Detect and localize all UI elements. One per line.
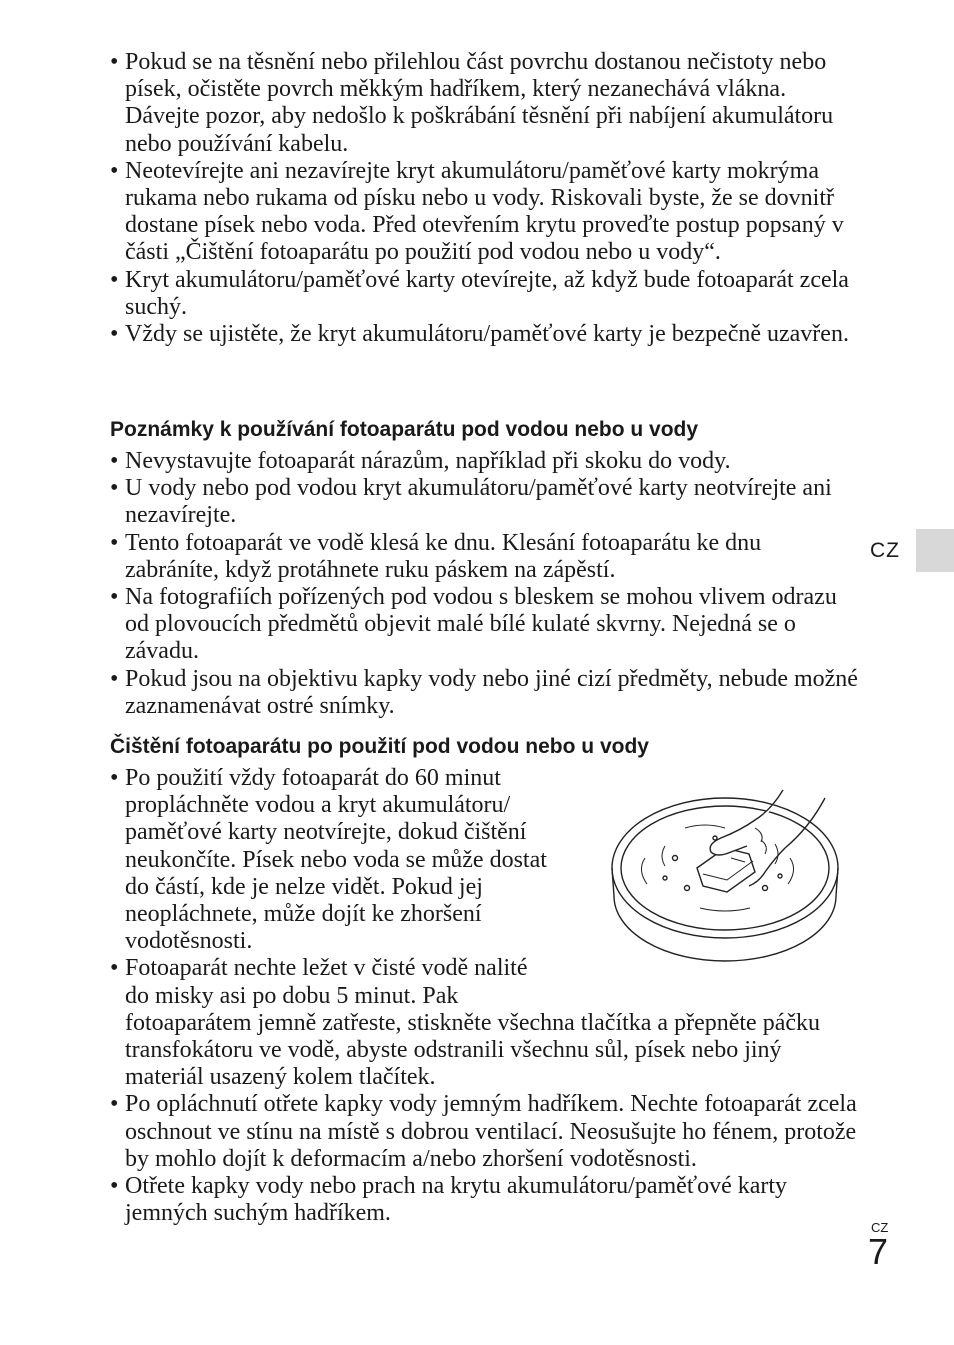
list-item: • Po použití vždy fotoaparát do 60 minut propláchněte vodou a kryt akumulátoru/ paměťové karty neotvírejte, dokud čištění neukončíte. Písek nebo voda se může dostat do částí, kde je nelze vidět. Pokud jej neopláchnete, může dojít ke zhoršení vodotěsnosti. (110, 765, 555, 955)
list-item: • Nevystavujte fotoaparát nárazům, například při skoku do vody. (110, 448, 860, 475)
list-item: • Po opláchnutí otřete kapky vody jemným hadříkem. Nechte fotoaparát zcela oschnout ve stínu na místě s dobrou ventilací. Neosušujte ho fénem, protože by mohlo dojít k deformacím a/nebo zhoršení vodotěsnosti. (110, 1091, 860, 1173)
section-heading-underwater-notes: Poznámky k používání fotoaparátu pod vodou nebo u vody (110, 418, 699, 441)
side-language-label: CZ (870, 539, 900, 562)
side-tab-marker (916, 529, 954, 572)
list-item: • Neotevírejte ani nezavírejte kryt akumulátoru/paměťové karty mokrýma rukama nebo rukama od písku nebo u vody. Riskovali byste, že se dovnitř dostane písek nebo voda. Před otevřením krytu proveďte postup popsaný v části „Čištění fotoaparátu po použití pod vodou nebo u vody“. (110, 158, 860, 267)
list-item: • U vody nebo pod vodou kryt akumulátoru/paměťové karty neotvírejte ani nezavírejte. (110, 475, 860, 529)
intro-bullets (110, 49, 860, 348)
page-number: 7 (868, 1231, 889, 1272)
list-item: • Na fotografiích pořízených pod vodou s bleskem se mohou vlivem odrazu od plovoucích předmětů objevit malé bílé kulaté skvrny. Nejedná se o závadu. (110, 584, 860, 666)
list-item-text-part: fotoaparátem jemně zatřeste, stiskněte všechna tlačítka a přepněte páčku transfokátoru ve vodě, abyste odstranili všechnu sůl, písek nebo jiný materiál usazený kolem tlačítek. (125, 1009, 821, 1091)
list-item: • Vždy se ujistěte, že kryt akumulátoru/paměťové karty je bezpečně uzavřen. (110, 321, 860, 348)
page-language-code: CZ (871, 1220, 889, 1235)
list-item: • Tento fotoaparát ve vodě klesá ke dnu. Klesání fotoaparátu ke dnu zabráníte, když protáhnete ruku páskem na zápěstí. (110, 530, 860, 584)
list-item: • Pokud jsou na objektivu kapky vody nebo jiné cizí předměty, nebude možné zaznamenávat ostré snímky. (110, 666, 860, 720)
section-heading-cleaning: Čištění fotoaparátu po použití pod vodou nebo u vody (110, 735, 649, 758)
underwater-notes-bullets (110, 448, 860, 720)
list-item: • Otřete kapky vody nebo prach na krytu akumulátoru/paměťové karty jemných suchým hadříkem. (110, 1173, 860, 1227)
list-item: • Pokud se na těsnění nebo přilehlou část povrchu dostanou nečistoty nebo písek, očistěte povrch měkkým hadříkem, který nezanechává vlákna. Dávejte pozor, aby nedošlo k poškrábání těsnění při nabíjení akumulátoru nebo používání kabelu. (110, 49, 860, 158)
list-item: • Kryt akumulátoru/paměťové karty otevírejte, až když bude fotoaparát zcela suchý. (110, 267, 860, 321)
camera-rinse-illustration (605, 788, 845, 963)
list-item-text-part: • Fotoaparát nechte ležet v čisté vodě nalité do misky asi po dobu 5 minut. Pak (125, 955, 528, 1009)
list-item (110, 955, 860, 1091)
